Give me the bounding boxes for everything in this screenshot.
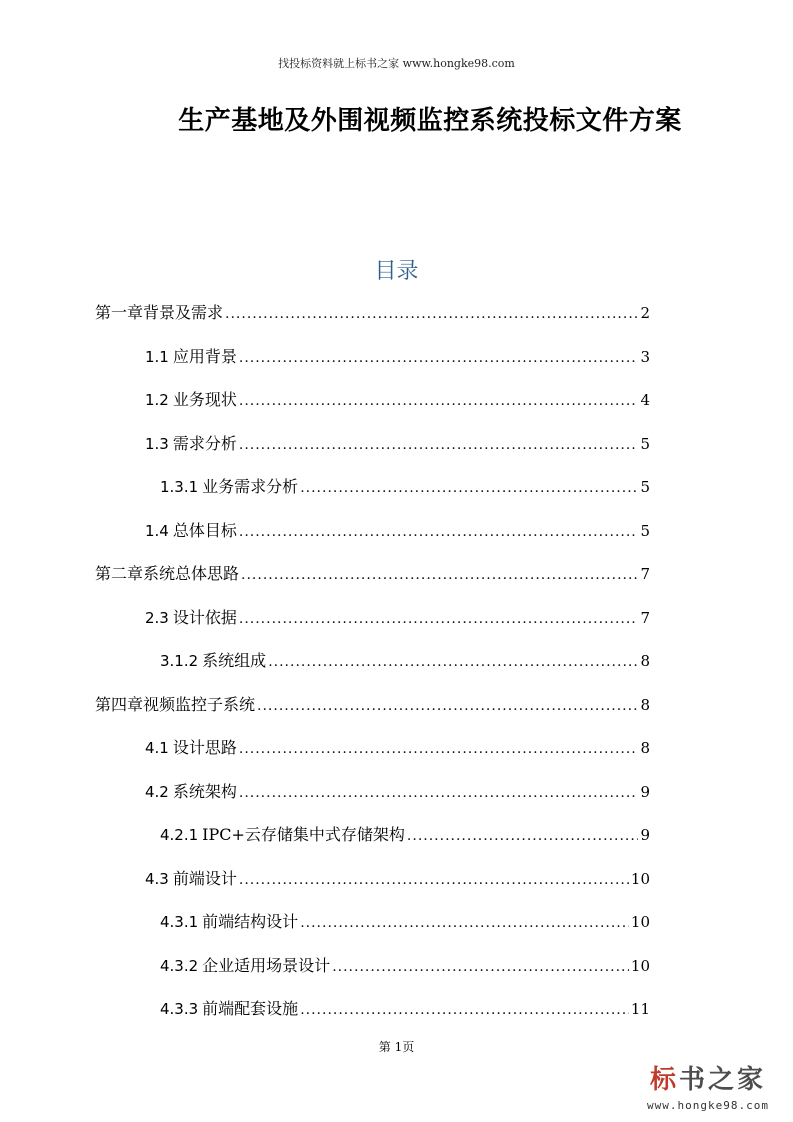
toc-dot-leader [239, 524, 639, 540]
toc-entry-label: 第一章背景及需求 [95, 303, 224, 322]
toc-entry[interactable] [145, 518, 650, 542]
toc-entry[interactable] [145, 605, 650, 629]
toc-entry[interactable] [145, 344, 650, 368]
toc-entry-page: 3 [640, 348, 650, 366]
toc-entry-page: 10 [630, 913, 650, 931]
toc-entry[interactable] [95, 300, 650, 324]
toc-entry-number: 4.3.2 [160, 957, 199, 975]
toc-entry-number: 1.3 [145, 435, 169, 453]
toc-entry[interactable] [145, 866, 650, 890]
toc-entry[interactable] [95, 561, 650, 585]
toc-entry[interactable] [160, 474, 650, 498]
toc-entry-number: 4.3.3 [160, 1000, 199, 1018]
toc-entry-label: 第四章视频监控子系统 [95, 695, 256, 714]
toc-entry-label: 应用背景 [172, 347, 237, 366]
toc-entry-label: 设计依据 [172, 608, 237, 627]
watermark-logo-text: 标书之家 [649, 1065, 767, 1095]
toc-dot-leader [239, 741, 639, 757]
toc-dot-leader [239, 872, 629, 888]
toc-entry-label: 业务需求分析 [202, 477, 299, 496]
toc-entry-label: 总体目标 [172, 521, 237, 540]
toc-entry[interactable] [145, 735, 650, 759]
toc-entry-number: 4.2.1 [160, 826, 199, 844]
footer-page-number: 第 1页 [378, 1040, 415, 1054]
toc-entry-number: 3.1.2 [160, 652, 199, 670]
toc-entry[interactable] [145, 779, 650, 803]
toc-entry-label: 设计思路 [172, 738, 237, 757]
toc-entry-number: 1.3.1 [160, 478, 199, 496]
toc-entry-number: 4.3.1 [160, 913, 199, 931]
toc-entry[interactable] [145, 387, 650, 411]
toc-entry-page: 4 [640, 391, 650, 409]
toc-entry-label: IPC+云存储集中式存储架构 [202, 825, 405, 844]
toc-entry-number: 1.4 [145, 522, 169, 540]
watermark-logo [628, 1065, 788, 1112]
toc-entry-number: 2.3 [145, 609, 169, 627]
toc-entry-page: 7 [640, 609, 650, 627]
toc-entry-number: 4.2 [145, 783, 169, 801]
toc-entry[interactable] [160, 648, 650, 672]
toc-entry-page: 7 [640, 565, 650, 583]
toc-dot-leader [225, 306, 638, 322]
toc-entry-label: 前端配套设施 [202, 999, 299, 1018]
toc-dot-leader [241, 567, 638, 583]
toc-entry-page: 8 [640, 696, 650, 714]
toc-heading: 目录 [374, 259, 419, 284]
toc-entry-page: 5 [640, 522, 650, 540]
toc-entry-number: 4.1 [145, 739, 169, 757]
toc-dot-leader [268, 654, 638, 670]
toc-dot-leader [300, 1002, 629, 1018]
toc-dot-leader [300, 915, 629, 931]
toc-entry[interactable] [160, 996, 650, 1020]
toc-entry-number: 4.3 [145, 870, 169, 888]
toc-entry-page: 10 [630, 957, 650, 975]
toc-dot-leader [239, 393, 639, 409]
document-title: 生产基地及外围视频监控系统投标文件方案 [178, 106, 682, 136]
toc-dot-leader [239, 611, 639, 627]
toc-entry-page: 5 [640, 478, 650, 496]
toc-entry-label: 系统组成 [202, 651, 267, 670]
toc-entry[interactable] [160, 822, 650, 846]
toc-entry-page: 2 [640, 304, 650, 322]
toc-entry-page: 8 [640, 652, 650, 670]
toc-entry-number: 1.1 [145, 348, 169, 366]
toc-entry-label: 第二章系统总体思路 [95, 564, 240, 583]
toc-entry-label: 需求分析 [172, 434, 237, 453]
toc-dot-leader [257, 698, 638, 714]
toc-entry-page: 10 [630, 870, 650, 888]
toc-entry-label: 企业适用场景设计 [202, 956, 331, 975]
toc-entry-label: 前端设计 [172, 869, 237, 888]
toc-entry-label: 前端结构设计 [202, 912, 299, 931]
toc-entry[interactable] [145, 431, 650, 455]
toc-entry-label: 系统架构 [172, 782, 237, 801]
toc-entry-page: 9 [640, 783, 650, 801]
toc-entry-label: 业务现状 [172, 390, 237, 409]
toc-entry-page: 9 [640, 826, 650, 844]
toc-dot-leader [332, 959, 629, 975]
toc-entry[interactable] [95, 692, 650, 716]
toc-dot-leader [239, 437, 639, 453]
toc-entry-page: 5 [640, 435, 650, 453]
header-note: 找投标资料就上标书之家 www.hongke98.com [278, 57, 515, 70]
toc-entry-number: 1.2 [145, 391, 169, 409]
toc-entry-page: 8 [640, 739, 650, 757]
toc-entry[interactable] [160, 909, 650, 933]
watermark-url: www.hongke98.com [647, 1099, 769, 1112]
toc-dot-leader [239, 785, 639, 801]
toc-dot-leader [300, 480, 638, 496]
toc-dot-leader [239, 350, 639, 366]
toc-entry[interactable] [160, 953, 650, 977]
toc-dot-leader [407, 828, 639, 844]
toc-entry-page: 11 [630, 1000, 650, 1018]
